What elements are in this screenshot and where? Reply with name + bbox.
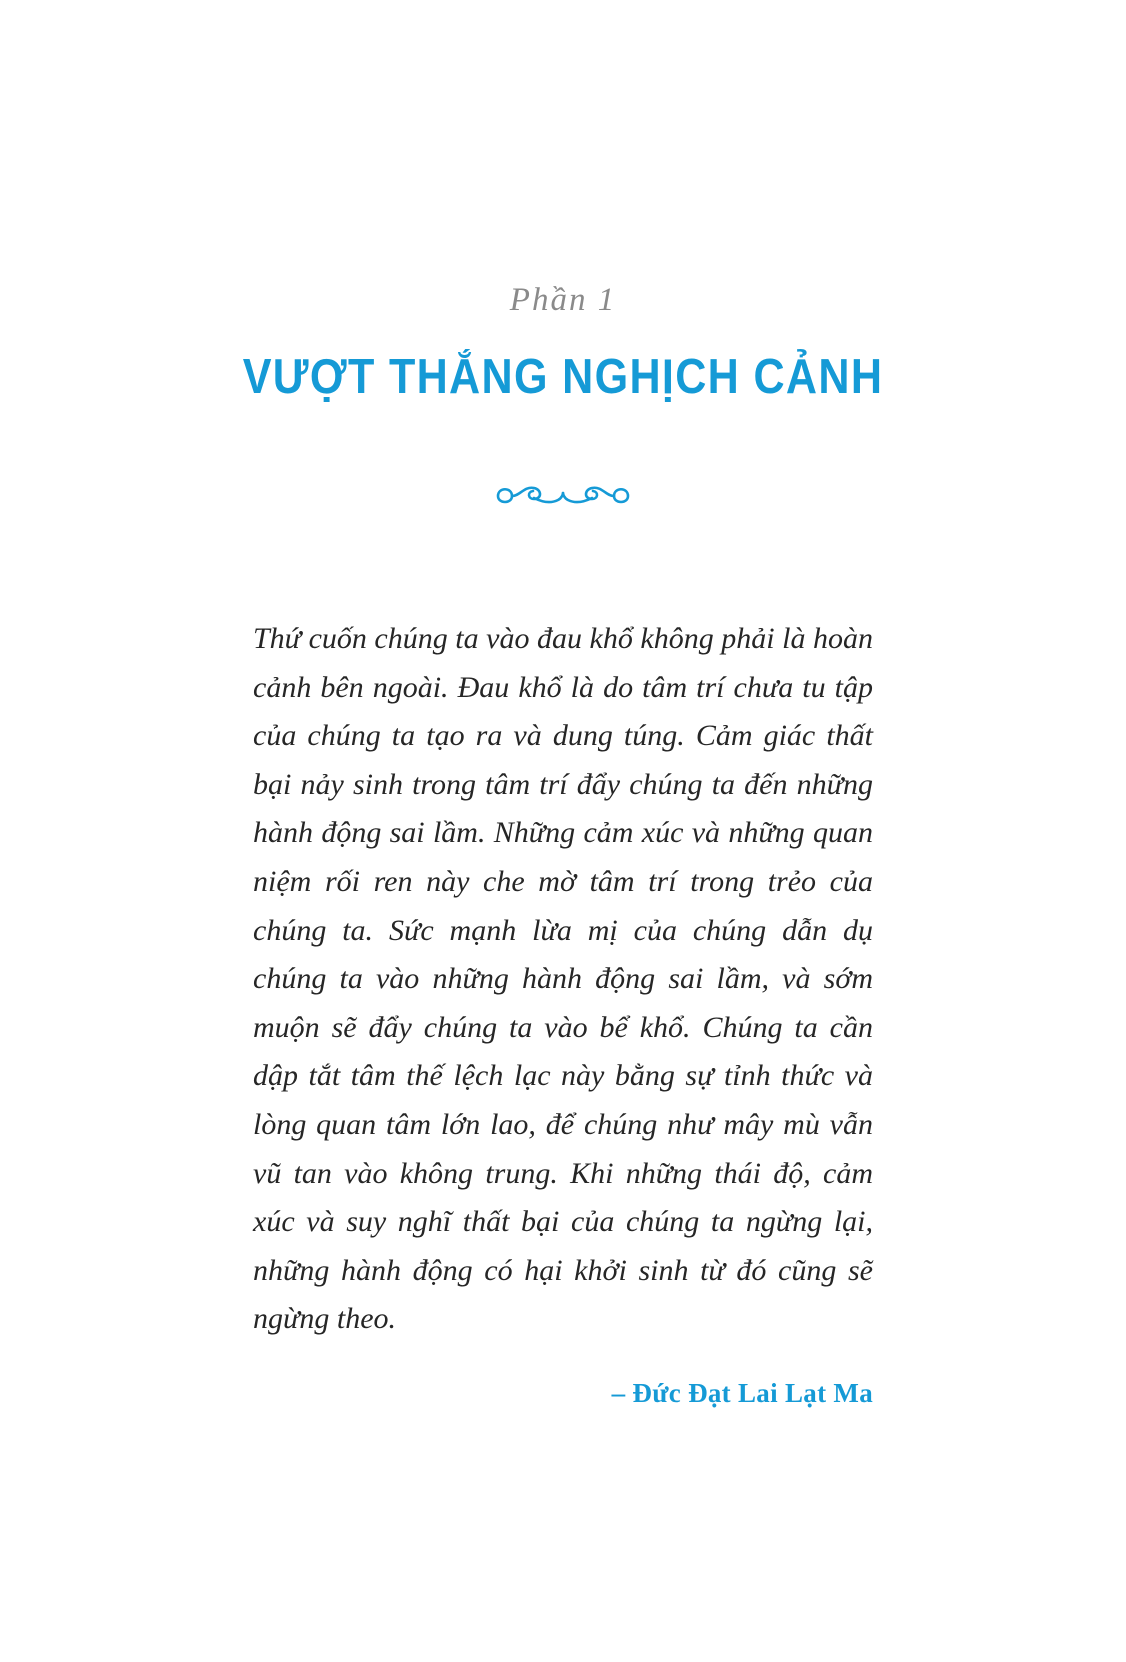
quote-paragraph: Thứ cuốn chúng ta vào đau khổ không phải là hoàn cảnh bên ngoài. Đau khổ là do tâm trí chưa tu tập của chúng ta tạo ra và dung túng. Cảm giác thất bại nảy sinh trong tâm trí đẩy chúng ta đến những hành động sai lầm. Những cảm xúc và những quan niệm rối ren này che mờ tâm trí trong trẻo của chúng ta. Sức mạnh lừa mị của chúng dẫn dụ chúng ta vào những hành động sai lầm, và sớm muộn sẽ đẩy chúng ta vào bể khổ. Chúng ta cần dập tắt tâm thế lệch lạc này bằng sự tỉnh thức và lòng quan tâm lớn lao, để chúng như mây mù vẫn vũ tan vào không trung. Khi những thái độ, cảm xúc và suy nghĩ thất bại của chúng ta ngừng lại, những hành động có hại khởi sinh từ đó cũng sẽ ngừng theo. <box>253 622 873 1336</box>
quote-attribution: – Đức Đạt Lai Lạt Ma <box>611 1377 873 1408</box>
part-number-label: Phần 1 <box>509 282 617 318</box>
flourish-ornament <box>0 473 1126 519</box>
page-title: VƯỢT THẮNG NGHỊCH CẢNH <box>242 350 884 404</box>
